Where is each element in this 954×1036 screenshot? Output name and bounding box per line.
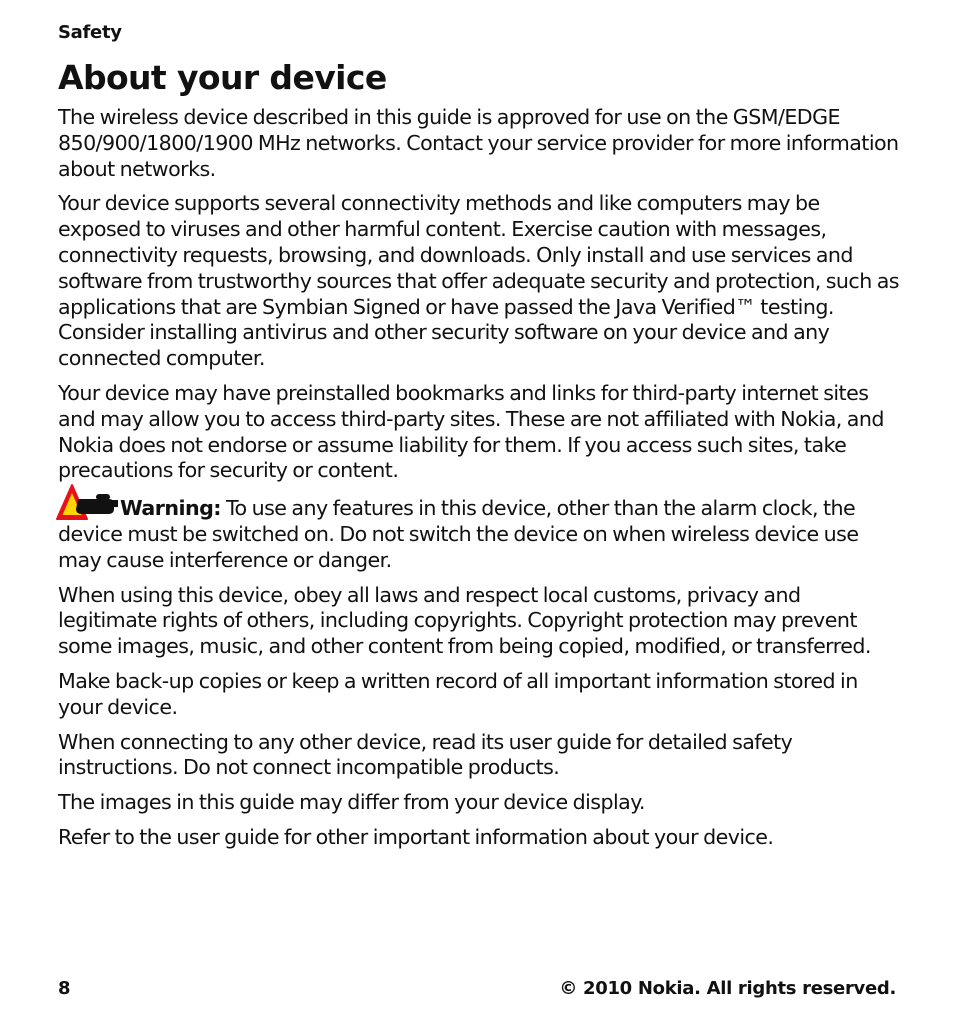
body-text [58,105,900,860]
warning-label: Warning: [120,496,221,521]
warning-body: To use any features in this device, other than the alarm clock, the device must be switched on. Do not switch the device on when wireless device use may cause interference or danger. [58,496,859,572]
paragraph-third-party: Your device may have preinstalled bookmarks and links for third-party internet sites and may allow you to access third-party sites. These are not affiliated with Nokia, and Nokia does not endorse or assume liability for them. If you access such sites, take precautions for security or content. [58,380,884,483]
warning-block [58,496,900,573]
paragraph-networks: The wireless device described in this guide is approved for use on the GSM/EDGE 850/900/1800/1900 MHz networks. Contact your service provider for more information about networks. [58,105,899,181]
paragraph-laws: When using this device, obey all laws and respect local customs, privacy and legitimate rights of others, including copyrights. Copyright protection may prevent some images, music, and other content from being copied, modified, or transferred. [58,582,871,659]
copyright-notice: © 2010 Nokia. All rights reserved. [559,978,896,999]
warning-hand-icon [56,483,120,523]
paragraph-connecting: When connecting to any other device, read its user guide for detailed safety instructions. Do not connect incompatible products. [58,729,793,780]
section-label: Safety [58,22,122,43]
page-number: 8 [58,978,71,999]
paragraph-refer: Refer to the user guide for other important information about your device. [58,824,774,849]
page-title: About your device [58,58,387,97]
paragraph-images: The images in this guide may differ from your device display. [58,790,645,815]
warning-text [58,496,900,573]
paragraph-connectivity: Your device supports several connectivity methods and like computers may be exposed to viruses and other harmful content. Exercise caution with messages, connectivity requests, browsing, and downloads. Only install and use services and software from trustworthy sources that offer adequate security and protection, such as applications that are Symbian Signed or have passed the Java Verified™ testing. Consider installing antivirus and other security software on your device and any connected computer. [58,191,899,371]
paragraph-backup: Make back-up copies or keep a written record of all important information stored in your device. [58,668,858,719]
